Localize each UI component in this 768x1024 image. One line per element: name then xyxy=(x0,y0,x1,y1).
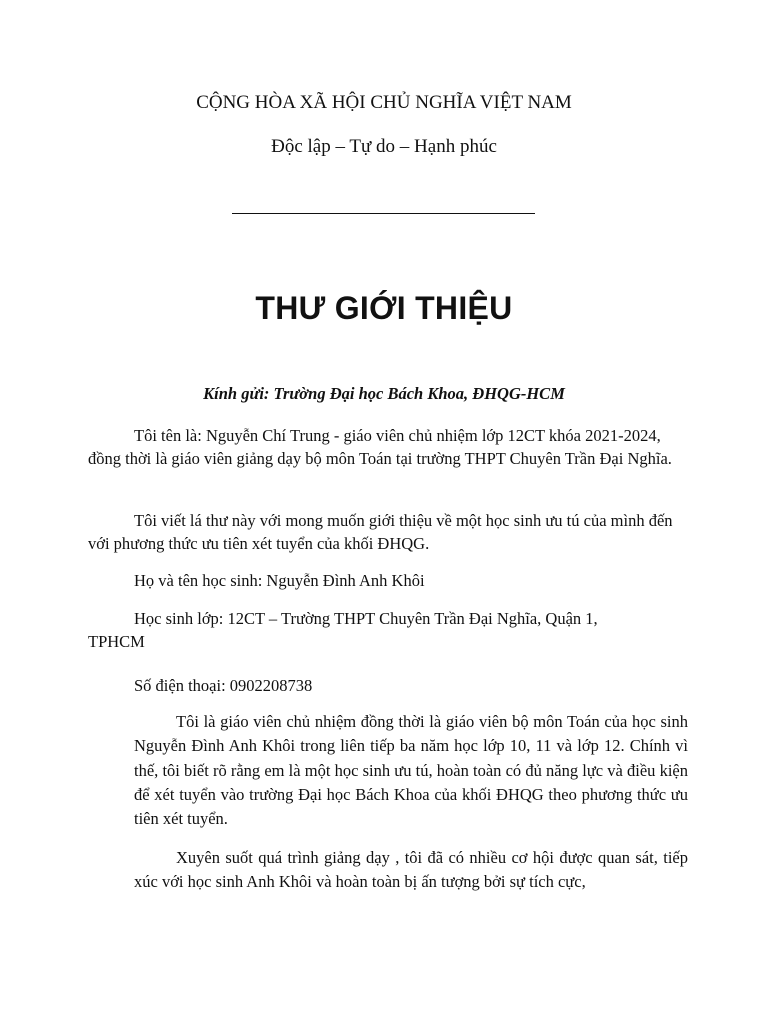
national-motto-line-2: Độc lập – Tự do – Hạnh phúc xyxy=(271,136,497,157)
student-name-line: Họ và tên học sinh: Nguyễn Đình Anh Khôi xyxy=(134,571,425,590)
observation-paragraph: Xuyên suốt quá trình giảng dạy , tôi đã có nhiều cơ hội được quan sát, tiếp xúc với học sinh Anh Khôi và hoàn toàn bị ấn tượng bởi sự tích cực, xyxy=(134,848,688,892)
letter-title: THƯ GIỚI THIỆU xyxy=(255,290,513,326)
header-divider xyxy=(232,213,535,214)
salutation: Kính gửi: Trường Đại học Bách Khoa, ĐHQG-HCM xyxy=(203,384,565,403)
student-class-line: Học sinh lớp: 12CT – Trường THPT Chuyên Trần Đại Nghĩa, Quận 1, TPHCM xyxy=(88,609,598,651)
phone-line: Số điện thoại: 0902208738 xyxy=(134,676,313,695)
intro-paragraph: Tôi tên là: Nguyễn Chí Trung - giáo viên chủ nhiệm lớp 12CT khóa 2021-2024, đồng thời là giáo viên giảng dạy bộ môn Toán tại trường THPT Chuyên Trần Đại Nghĩa. xyxy=(88,426,672,468)
national-motto-line-1: CỘNG HÒA XÃ HỘI CHỦ NGHĨA VIỆT NAM xyxy=(196,92,572,113)
relationship-paragraph: Tôi là giáo viên chủ nhiệm đồng thời là giáo viên bộ môn Toán của học sinh Nguyễn Đình Anh Khôi trong liên tiếp ba năm học lớp 10, 11 và lớp 12. Chính vì thế, tôi biết rõ rằng em là một học sinh ưu tú, hoàn toàn có đủ năng lực và điều kiện để xét tuyển vào trường Đại học Bách Khoa của khối ĐHQG theo phương thức ưu tiên xét tuyển. xyxy=(134,712,688,829)
purpose-paragraph: Tôi viết lá thư này với mong muốn giới thiệu về một học sinh ưu tú của mình đến với phương thức ưu tiên xét tuyển của khối ĐHQG. xyxy=(88,511,673,553)
